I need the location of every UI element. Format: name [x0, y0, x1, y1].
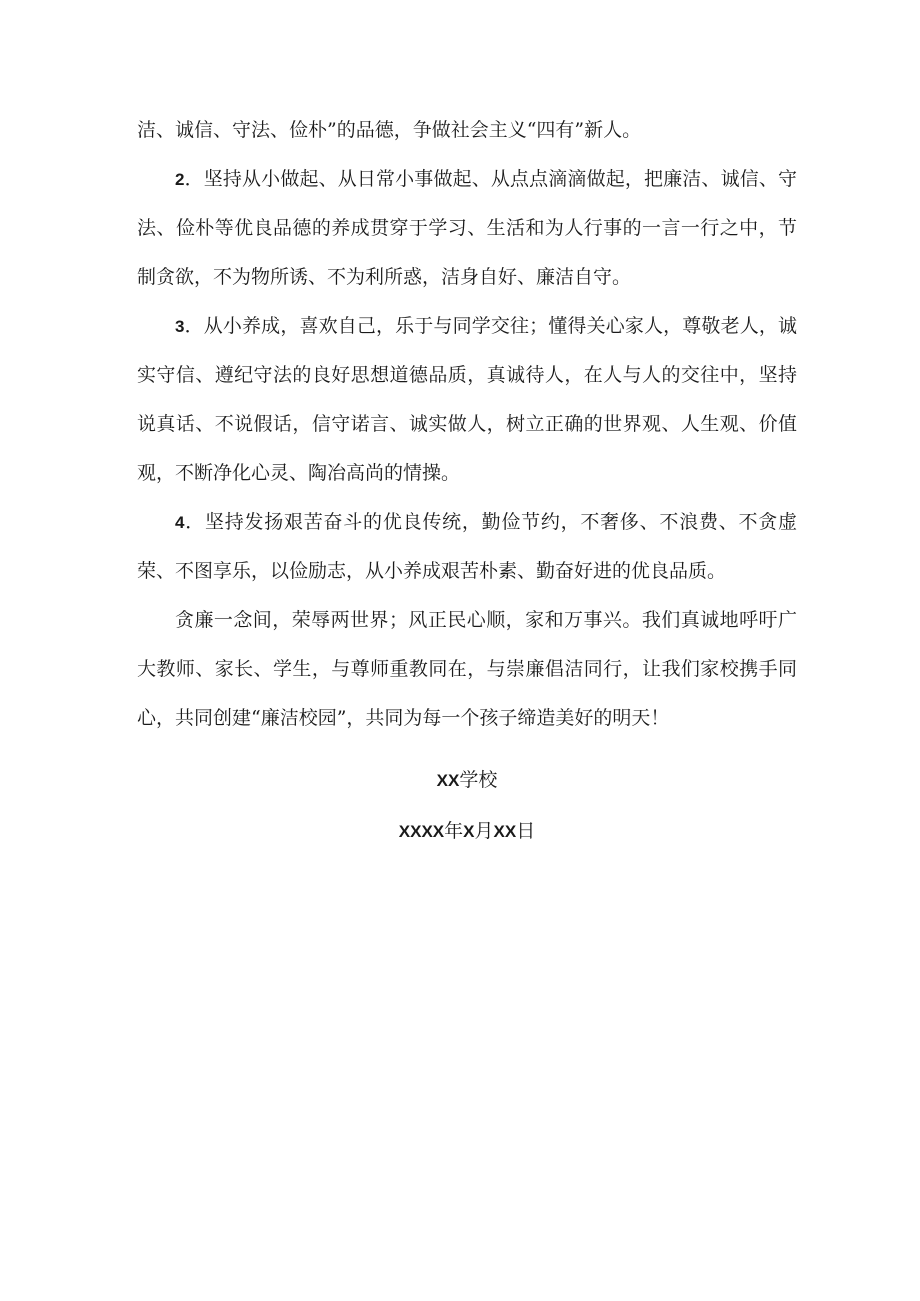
document-body: [137, 106, 797, 857]
paragraph-continuation: [137, 106, 797, 155]
date-year: XXXX: [398, 822, 445, 841]
date-month-unit: 月: [474, 820, 494, 842]
signature-date: [137, 806, 797, 857]
signature-school: [137, 755, 797, 806]
paragraph-item-4: [137, 498, 797, 596]
school-name-suffix: 学校: [459, 769, 498, 791]
item-number: 4: [175, 513, 185, 532]
item-number: 2: [175, 170, 185, 189]
school-name-prefix: XX: [436, 771, 460, 790]
paragraph-text: ．从小养成，喜欢自己，乐于与同学交往；懂得关心家人，尊敬老人，诚实守信、遵纪守法的良好思想道德品质，真诚待人，在人与人的交往中，坚持说真话、不说假话，信守诺言、诚实做人，树立正确的世界观、人生观、价值观，不断净化心灵、陶冶高尚的情操。: [137, 315, 797, 484]
paragraph-text: ．坚持发扬艰苦奋斗的优良传统，勤俭节约，不奢侈、不浪费、不贪虚荣、不图享乐，以俭励志，从小养成艰苦朴素、勤奋好进的优良品质。: [137, 511, 797, 582]
date-day-unit: 日: [516, 820, 536, 842]
paragraph-text: ．坚持从小做起、从日常小事做起、从点点滴滴做起，把廉洁、诚信、守法、俭朴等优良品德的养成贯穿于学习、生活和为人行事的一言一行之中，节制贪欲，不为物所诱、不为利所惑，洁身自好、廉洁自守。: [137, 168, 797, 288]
paragraph-closing: [137, 596, 797, 743]
date-month: X: [463, 822, 475, 841]
date-day: XX: [493, 822, 517, 841]
paragraph-text: 洁、诚信、守法、俭朴”的品德，争做社会主义“四有”新人。: [137, 119, 642, 141]
item-number: 3: [175, 317, 185, 336]
paragraph-text: 贪廉一念间，荣辱两世界；风正民心顺，家和万事兴。我们真诚地呼吁广大教师、家长、学生，与尊师重教同在，与崇廉倡洁同行，让我们家校携手同心，共同创建“廉洁校园”，共同为每一个孩子缔造美好的明天！: [137, 609, 797, 729]
paragraph-item-2: [137, 155, 797, 302]
date-year-unit: 年: [444, 820, 464, 842]
paragraph-item-3: [137, 302, 797, 498]
